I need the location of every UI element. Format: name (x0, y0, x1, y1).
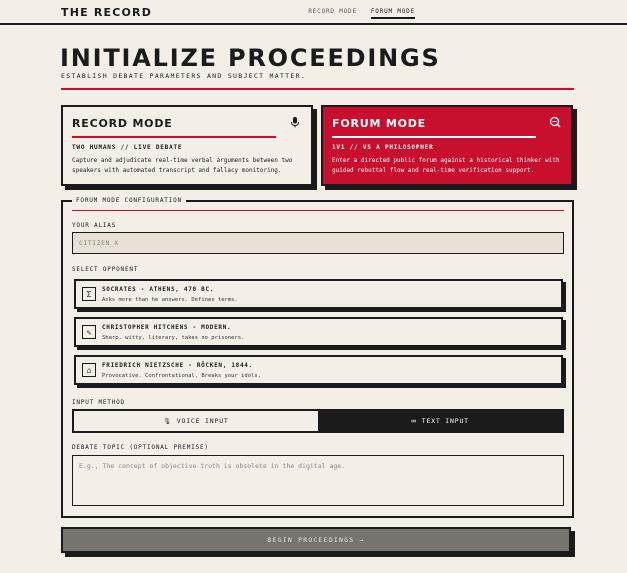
keyboard-icon: ⌨ (411, 416, 417, 426)
begin-proceedings-button[interactable]: BEGIN PROCEEDINGS → (61, 527, 571, 553)
page-title: INITIALIZE PROCEEDINGS (60, 44, 441, 72)
forum-mode-card[interactable] (321, 105, 573, 186)
building-icon: ⌂ (82, 363, 96, 377)
opponent-socrates[interactable] (74, 279, 563, 309)
record-mode-card[interactable] (61, 105, 313, 186)
debate-topic-input[interactable] (72, 455, 564, 506)
topic-label: DEBATE TOPIC (OPTIONAL PREMISE) (72, 444, 209, 451)
text-input-label: TEXT INPUT (421, 417, 469, 425)
microphone-icon (289, 116, 301, 128)
opponent-description: Provocative. Confrontational. Breaks your idols. (102, 373, 261, 379)
microphone-icon: 🎙 (163, 417, 172, 425)
input-method-toggle (72, 409, 564, 433)
opponent-description: Asks more than he answers. Defines terms. (102, 297, 238, 303)
forum-mode-divider (332, 136, 536, 138)
title-divider (61, 88, 574, 90)
opponent-name: CHRISTOPHER HITCHENS - MODERN. (102, 324, 232, 331)
record-mode-tag: TWO HUMANS // LIVE DEBATE (72, 144, 183, 151)
input-method-label: INPUT METHOD (72, 399, 125, 406)
search-icon (549, 116, 561, 128)
forum-config-panel (61, 197, 574, 518)
top-bar (0, 0, 627, 25)
main-nav (308, 8, 415, 19)
sigma-icon: Σ (82, 287, 96, 301)
config-legend: FORUM MODE CONFIGURATION (72, 197, 186, 204)
config-divider (72, 210, 564, 211)
voice-input-label: VOICE INPUT (176, 417, 229, 425)
forum-mode-tag: 1V1 // VS A PHILOSOPHER (332, 144, 434, 151)
opponent-nietzsche[interactable] (74, 355, 563, 385)
opponent-name: FRIEDRICH NIETZSCHE - RÖCKEN, 1844. (102, 362, 253, 369)
record-mode-description: Capture and adjudicate real-time verbal arguments between two speakers with automated transcript and fallacy monitoring. (72, 157, 293, 174)
opponent-description: Sharp, witty, literary, takes no prisoners. (102, 335, 245, 341)
pen-icon: ✎ (82, 325, 96, 339)
opponent-label: SELECT OPPONENT (72, 266, 139, 273)
alias-input[interactable] (72, 232, 564, 254)
forum-mode-title: FORUM MODE (332, 117, 426, 130)
nav-record-mode[interactable]: RECORD MODE (308, 8, 357, 15)
opponent-hitchens[interactable] (74, 317, 563, 347)
brand-logo[interactable]: THE RECORD (61, 6, 153, 19)
forum-mode-description: Enter a directed public forum against a historical thinker with guided rebuttal flow and real-time verification support. (332, 157, 560, 174)
record-mode-title: RECORD MODE (72, 117, 173, 130)
text-input-button[interactable] (318, 411, 562, 431)
page-subtitle: ESTABLISH DEBATE PARAMETERS AND SUBJECT MATTER. (61, 72, 307, 80)
alias-label: YOUR ALIAS (72, 222, 117, 229)
record-mode-divider (72, 136, 276, 138)
opponent-name: SOCRATES - ATHENS, 470 BC. (102, 286, 215, 293)
nav-forum-mode[interactable]: FORUM MODE (371, 8, 415, 19)
voice-input-button[interactable] (74, 411, 318, 431)
